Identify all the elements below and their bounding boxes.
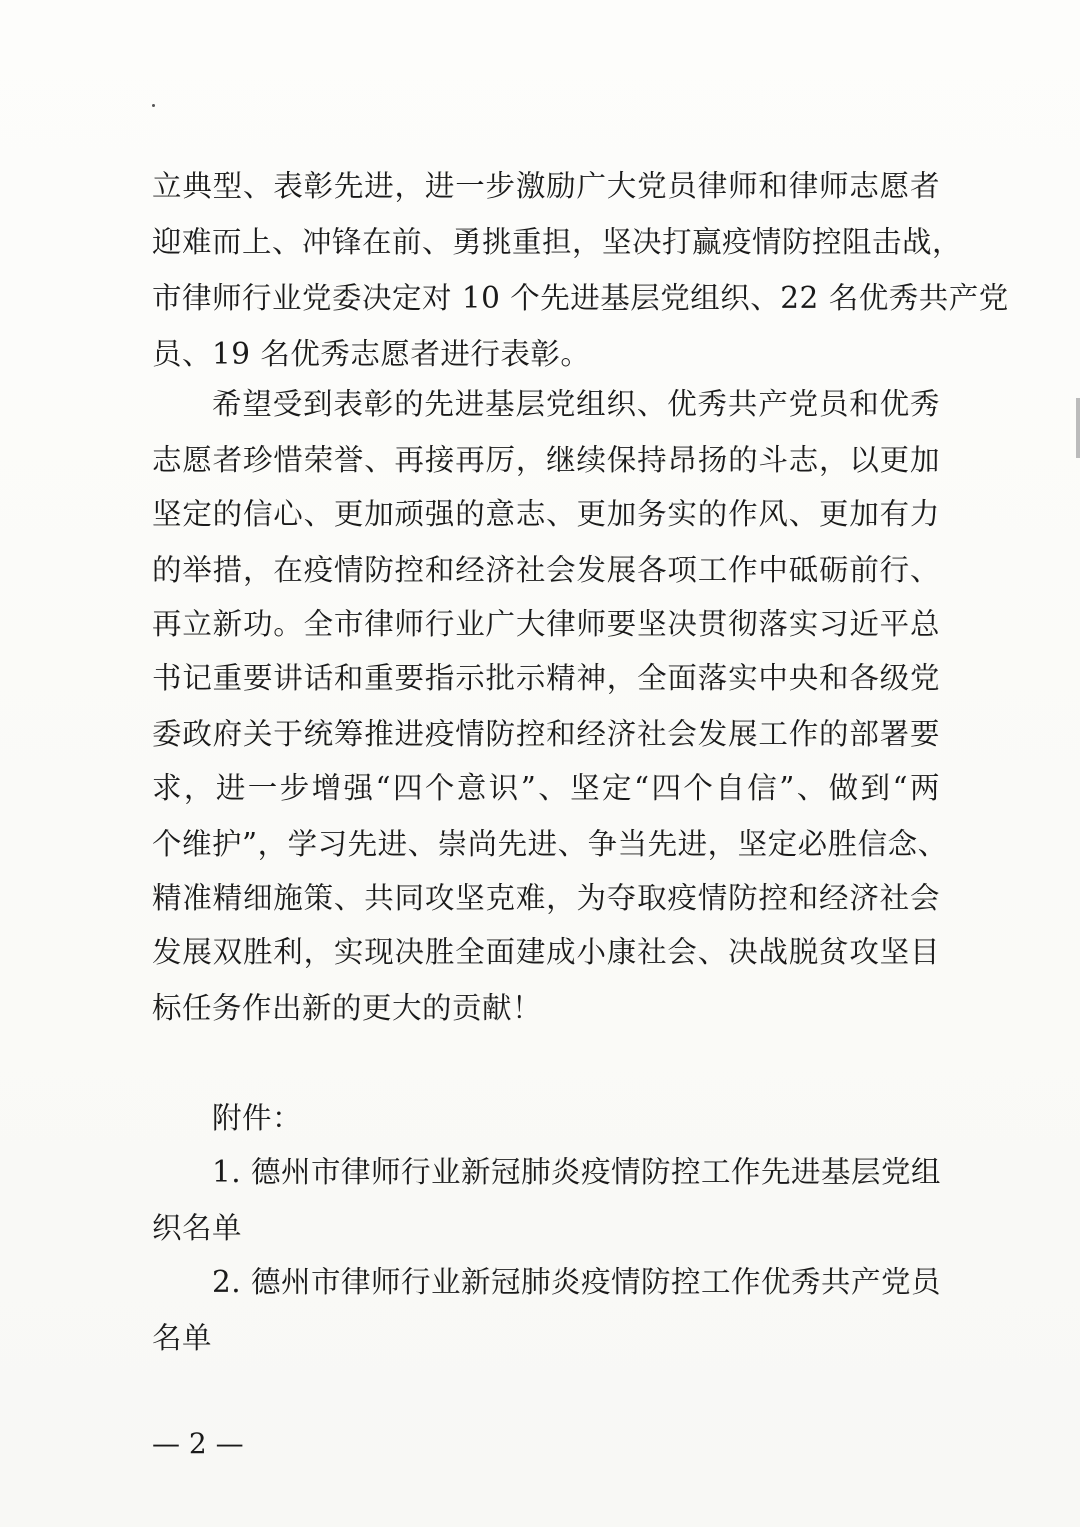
paragraph-2-line-11: 发展双胜利，实现决胜全面建成小康社会、决战脱贫攻坚目	[152, 935, 940, 969]
paragraph-1-line-4: 员、19 名优秀志愿者进行表彰。	[152, 337, 591, 371]
scan-dot	[152, 104, 155, 107]
paragraph-1-line-3: 市律师行业党委决定对 10 个先进基层党组织、22 名优秀共产党	[152, 281, 1009, 315]
scan-edge-mark	[1076, 398, 1080, 458]
attachment-2-line-1: 2. 德州市律师行业新冠肺炎疫情防控工作优秀共产党员	[212, 1265, 942, 1299]
paragraph-2-line-6: 书记重要讲话和重要指示批示精神，全面落实中央和各级党	[152, 661, 940, 695]
paragraph-2-line-5: 再立新功。全市律师行业广大律师要坚决贯彻落实习近平总	[152, 607, 940, 641]
paragraph-2-line-2: 志愿者珍惜荣誉、再接再厉，继续保持昂扬的斗志，以更加	[152, 443, 940, 477]
paragraph-2-line-4: 的举措，在疫情防控和经济社会发展各项工作中砥砺前行、	[152, 553, 940, 587]
attachment-2-line-2: 名单	[152, 1321, 213, 1355]
paragraph-2-line-3: 坚定的信心、更加顽强的意志、更加务实的作风、更加有力	[152, 497, 940, 531]
paragraph-2-line-7: 委政府关于统筹推进疫情防控和经济社会发展工作的部署要	[152, 717, 940, 751]
paragraph-2-line-8: 求，进一步增强“四个意识”、坚定“四个自信”、做到“两	[152, 771, 940, 805]
attachment-1-line-2: 织名单	[152, 1211, 243, 1245]
paragraph-2-line-1: 希望受到表彰的先进基层党组织、优秀共产党员和优秀	[212, 387, 940, 421]
attachment-1-line-1: 1. 德州市律师行业新冠肺炎疫情防控工作先进基层党组	[212, 1155, 942, 1189]
paragraph-2-line-10: 精准精细施策、共同攻坚克难，为夺取疫情防控和经济社会	[152, 881, 940, 915]
paragraph-2-line-9: 个维护”，学习先进、崇尚先进、争当先进，坚定必胜信念、	[152, 827, 948, 861]
paragraph-2-line-12: 标任务作出新的更大的贡献！	[152, 991, 543, 1025]
paragraph-1-line-2: 迎难而上、冲锋在前、勇挑重担，坚决打赢疫情防控阻击战，	[152, 225, 963, 259]
page-number: — 2 —	[152, 1427, 244, 1460]
paragraph-1-line-1: 立典型、表彰先进，进一步激励广大党员律师和律师志愿者	[152, 169, 940, 203]
attachment-heading: 附件：	[212, 1101, 303, 1135]
